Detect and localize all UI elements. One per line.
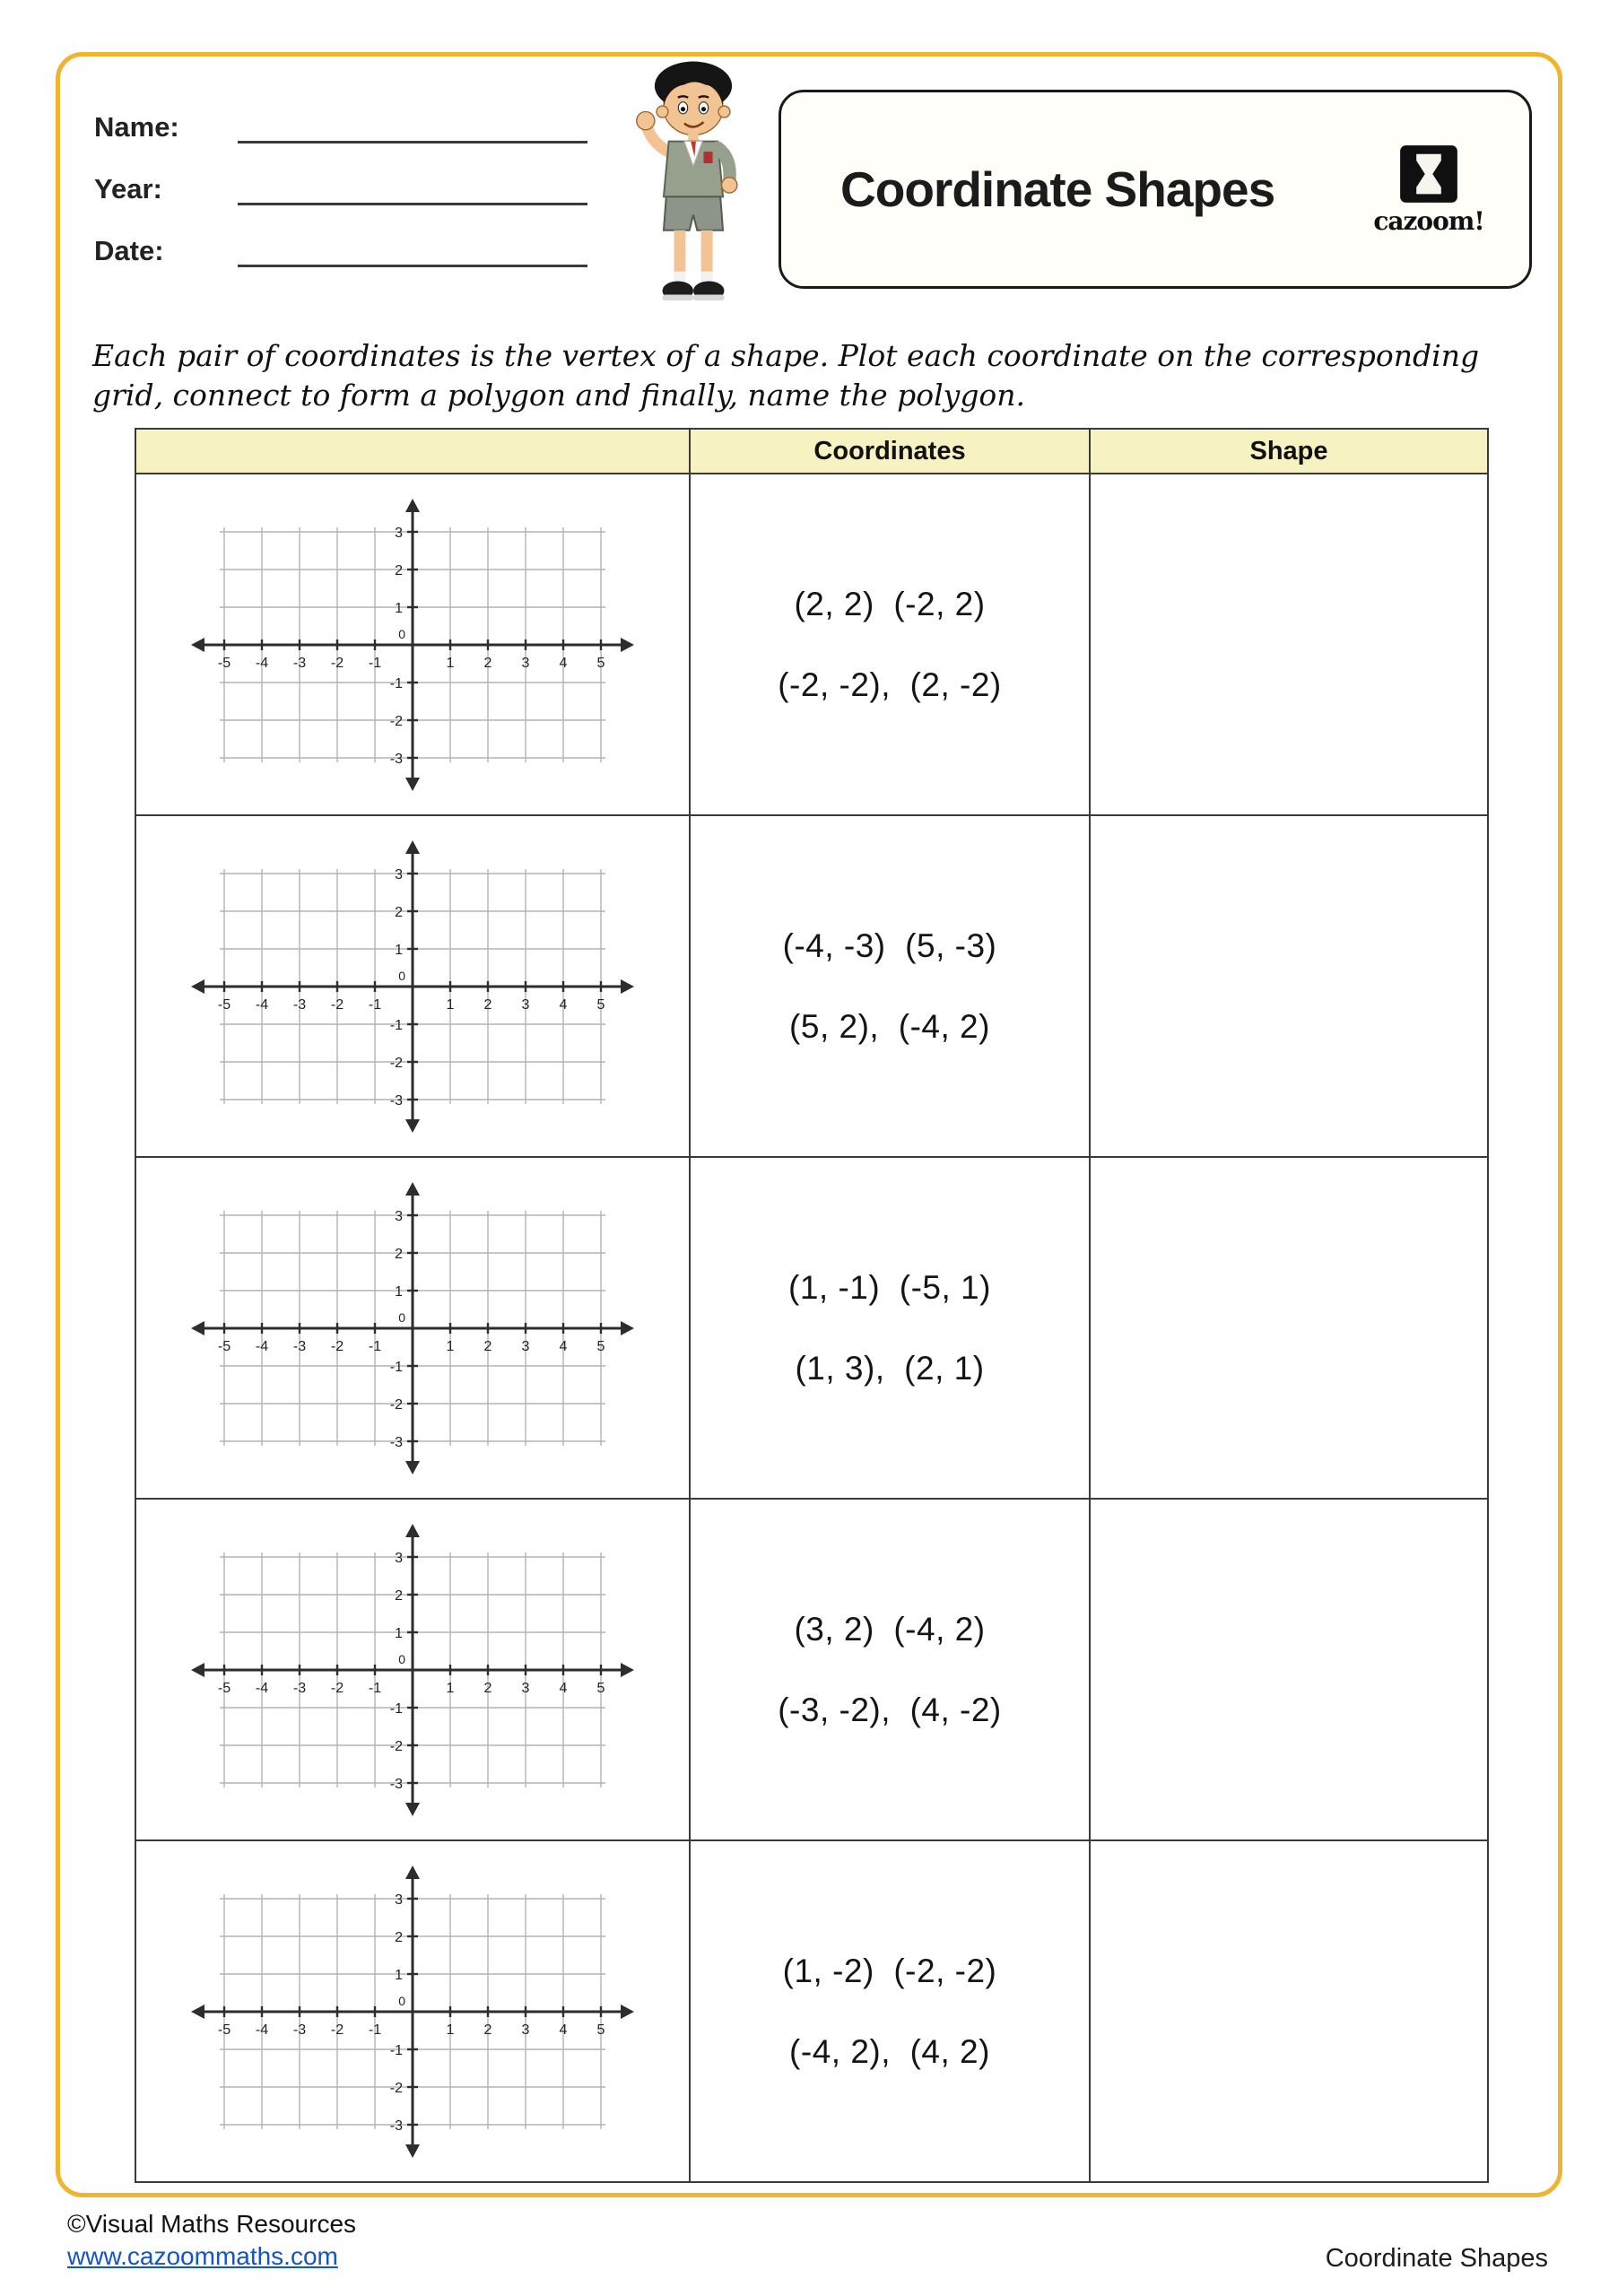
date-label: Date:	[94, 235, 164, 266]
svg-text:3: 3	[395, 1208, 403, 1224]
name-field-row	[94, 100, 587, 144]
name-label: Name:	[94, 111, 179, 143]
svg-text:-1: -1	[368, 1338, 382, 1354]
svg-text:-4: -4	[255, 1338, 269, 1354]
coordinate-grid	[136, 1861, 689, 2162]
copyright-text: ©Visual Maths Resources	[67, 2210, 357, 2238]
svg-text:-3: -3	[389, 1434, 403, 1450]
svg-text:3: 3	[521, 1338, 530, 1354]
coordinates-column-header: Coordinates	[690, 429, 1090, 474]
svg-text:0: 0	[398, 968, 405, 983]
table-row	[135, 474, 1488, 815]
worksheet-title: Coordinate Shapes	[840, 161, 1275, 217]
svg-text:2: 2	[395, 1929, 403, 1945]
svg-text:-3: -3	[389, 2118, 403, 2134]
svg-text:-1: -1	[368, 1680, 382, 1696]
svg-text:-4: -4	[255, 996, 269, 1013]
svg-text:-2: -2	[330, 2022, 344, 2038]
shape-answer-cell	[1090, 474, 1488, 815]
svg-text:-2: -2	[330, 1338, 344, 1354]
svg-text:4: 4	[559, 655, 568, 671]
svg-text:1: 1	[395, 1283, 403, 1300]
table-header-row	[135, 429, 1488, 474]
coordinate-grid-svg	[174, 1519, 651, 1821]
svg-text:1: 1	[446, 655, 455, 671]
svg-text:-2: -2	[389, 1738, 403, 1754]
table-row	[135, 1499, 1488, 1840]
svg-text:0: 0	[398, 626, 405, 641]
svg-text:1: 1	[395, 600, 403, 616]
svg-text:3: 3	[521, 1680, 530, 1696]
svg-text:1: 1	[446, 1338, 455, 1354]
svg-text:-1: -1	[368, 655, 382, 671]
svg-text:-3: -3	[389, 1776, 403, 1792]
svg-text:-1: -1	[389, 1017, 403, 1033]
svg-text:-3: -3	[292, 1338, 307, 1354]
coordinates-line-2: (-4, 2), (4, 2)	[789, 2032, 990, 2070]
year-field-row	[94, 162, 587, 205]
shape-answer-cell	[1090, 1840, 1488, 2182]
coordinates-line-2: (1, 3), (2, 1)	[795, 1349, 985, 1387]
svg-text:2: 2	[483, 655, 492, 671]
coordinate-grid-svg	[174, 494, 651, 796]
svg-text:-4: -4	[255, 2022, 269, 2038]
coordinate-grid	[136, 494, 689, 796]
svg-text:0: 0	[398, 1651, 405, 1666]
svg-text:3: 3	[521, 996, 530, 1013]
svg-text:4: 4	[559, 996, 568, 1013]
cazoom-logo	[1371, 144, 1486, 236]
svg-text:-2: -2	[330, 996, 344, 1013]
svg-text:-3: -3	[389, 751, 403, 767]
svg-text:3: 3	[395, 1550, 403, 1566]
svg-text:0: 0	[398, 1993, 405, 2008]
coordinate-grid-svg	[174, 1861, 651, 2162]
svg-text:2: 2	[483, 996, 492, 1013]
table-row	[135, 815, 1488, 1157]
coordinates-line-1: (1, -2) (-2, -2)	[782, 1952, 997, 1989]
coordinates-cell	[690, 474, 1090, 815]
coordinate-grid	[136, 1178, 689, 1479]
shape-column-header: Shape	[1090, 429, 1488, 474]
title-box	[779, 90, 1532, 289]
svg-text:-3: -3	[292, 1680, 307, 1696]
svg-text:-2: -2	[330, 655, 344, 671]
name-answer-line	[238, 109, 587, 144]
table-row	[135, 1840, 1488, 2182]
svg-text:3: 3	[521, 655, 530, 671]
date-field-row	[94, 224, 587, 267]
coordinates-line-1: (3, 2) (-4, 2)	[794, 1610, 986, 1648]
cazoommaths-link[interactable]: www.cazoommaths.com	[67, 2242, 338, 2271]
svg-text:2: 2	[395, 1246, 403, 1262]
svg-text:3: 3	[521, 2022, 530, 2038]
svg-text:-1: -1	[389, 675, 403, 691]
shape-answer-cell	[1090, 1157, 1488, 1499]
boy-illustration-svg	[622, 54, 764, 314]
svg-text:1: 1	[395, 1967, 403, 1983]
svg-text:-5: -5	[217, 1680, 231, 1696]
svg-text:5: 5	[596, 1338, 605, 1354]
svg-text:2: 2	[395, 904, 403, 920]
coordinate-grid-cell	[135, 474, 690, 815]
coordinates-line-1: (2, 2) (-2, 2)	[794, 585, 986, 622]
svg-text:5: 5	[596, 2022, 605, 2038]
coordinate-grid	[136, 1519, 689, 1821]
coordinates-cell	[690, 1499, 1090, 1840]
footer-title: Coordinate Shapes	[1325, 2243, 1548, 2273]
coordinate-grid-svg	[174, 836, 651, 1137]
svg-text:-5: -5	[217, 1338, 231, 1354]
cazoom-logo-icon	[1398, 144, 1459, 204]
coordinate-grid-cell	[135, 1157, 690, 1499]
svg-text:2: 2	[483, 2022, 492, 2038]
svg-text:-4: -4	[255, 655, 269, 671]
coordinates-line-2: (-3, -2), (4, -2)	[778, 1691, 1002, 1728]
svg-text:3: 3	[395, 866, 403, 883]
student-fields	[94, 100, 587, 286]
svg-text:1: 1	[446, 996, 455, 1013]
svg-text:-2: -2	[330, 1680, 344, 1696]
coordinates-line-2: (5, 2), (-4, 2)	[789, 1007, 990, 1045]
svg-text:4: 4	[559, 1338, 568, 1354]
svg-text:-2: -2	[389, 1396, 403, 1413]
worksheet-table	[135, 428, 1489, 2183]
coordinates-cell	[690, 1840, 1090, 2182]
svg-text:-3: -3	[389, 1092, 403, 1109]
footer	[67, 2208, 1548, 2274]
svg-text:2: 2	[483, 1338, 492, 1354]
svg-text:-5: -5	[217, 655, 231, 671]
svg-text:1: 1	[446, 2022, 455, 2038]
svg-text:4: 4	[559, 1680, 568, 1696]
svg-text:5: 5	[596, 996, 605, 1013]
coordinate-grid-cell	[135, 1840, 690, 2182]
svg-text:3: 3	[395, 1892, 403, 1908]
svg-text:-1: -1	[389, 1359, 403, 1375]
coordinates-cell	[690, 815, 1090, 1157]
coordinates-line-1: (1, -1) (-5, 1)	[788, 1268, 991, 1306]
instructions-text: Each pair of coordinates is the vertex of a shape. Plot each coordinate on the corresponding grid, connect to form a polygon and finally, name the polygon.	[92, 338, 1480, 413]
svg-text:3: 3	[395, 525, 403, 541]
date-answer-line	[238, 233, 587, 267]
svg-text:-1: -1	[368, 2022, 382, 2038]
svg-text:-5: -5	[217, 996, 231, 1013]
svg-text:-3: -3	[292, 996, 307, 1013]
coordinates-cell	[690, 1157, 1090, 1499]
svg-text:-2: -2	[389, 2080, 403, 2096]
svg-text:-4: -4	[255, 1680, 269, 1696]
svg-text:-3: -3	[292, 2022, 307, 2038]
svg-text:2: 2	[483, 1680, 492, 1696]
boy-illustration	[622, 54, 764, 318]
coordinate-grid-svg	[174, 1178, 651, 1479]
svg-text:1: 1	[395, 942, 403, 958]
svg-text:-1: -1	[389, 1700, 403, 1717]
coordinate-grid-cell	[135, 1499, 690, 1840]
coordinate-grid	[136, 836, 689, 1137]
coordinate-grid-cell	[135, 815, 690, 1157]
svg-text:-2: -2	[389, 1055, 403, 1071]
svg-text:2: 2	[395, 1587, 403, 1604]
svg-text:-2: -2	[389, 713, 403, 729]
svg-text:-1: -1	[389, 2042, 403, 2058]
svg-text:5: 5	[596, 655, 605, 671]
table-row	[135, 1157, 1488, 1499]
svg-text:1: 1	[446, 1680, 455, 1696]
svg-text:1: 1	[395, 1625, 403, 1641]
svg-text:2: 2	[395, 562, 403, 578]
shape-answer-cell	[1090, 1499, 1488, 1840]
cazoom-logo-text: cazoom!	[1373, 205, 1484, 236]
coordinates-line-2: (-2, -2), (2, -2)	[778, 665, 1002, 703]
shape-answer-cell	[1090, 815, 1488, 1157]
grid-column-header	[135, 429, 690, 474]
svg-text:0: 0	[398, 1309, 405, 1325]
svg-text:5: 5	[596, 1680, 605, 1696]
svg-text:-3: -3	[292, 655, 307, 671]
year-answer-line	[238, 171, 587, 205]
coordinates-line-1: (-4, -3) (5, -3)	[782, 926, 997, 964]
svg-text:-1: -1	[368, 996, 382, 1013]
year-label: Year:	[94, 173, 162, 204]
svg-text:4: 4	[559, 2022, 568, 2038]
svg-text:-5: -5	[217, 2022, 231, 2038]
